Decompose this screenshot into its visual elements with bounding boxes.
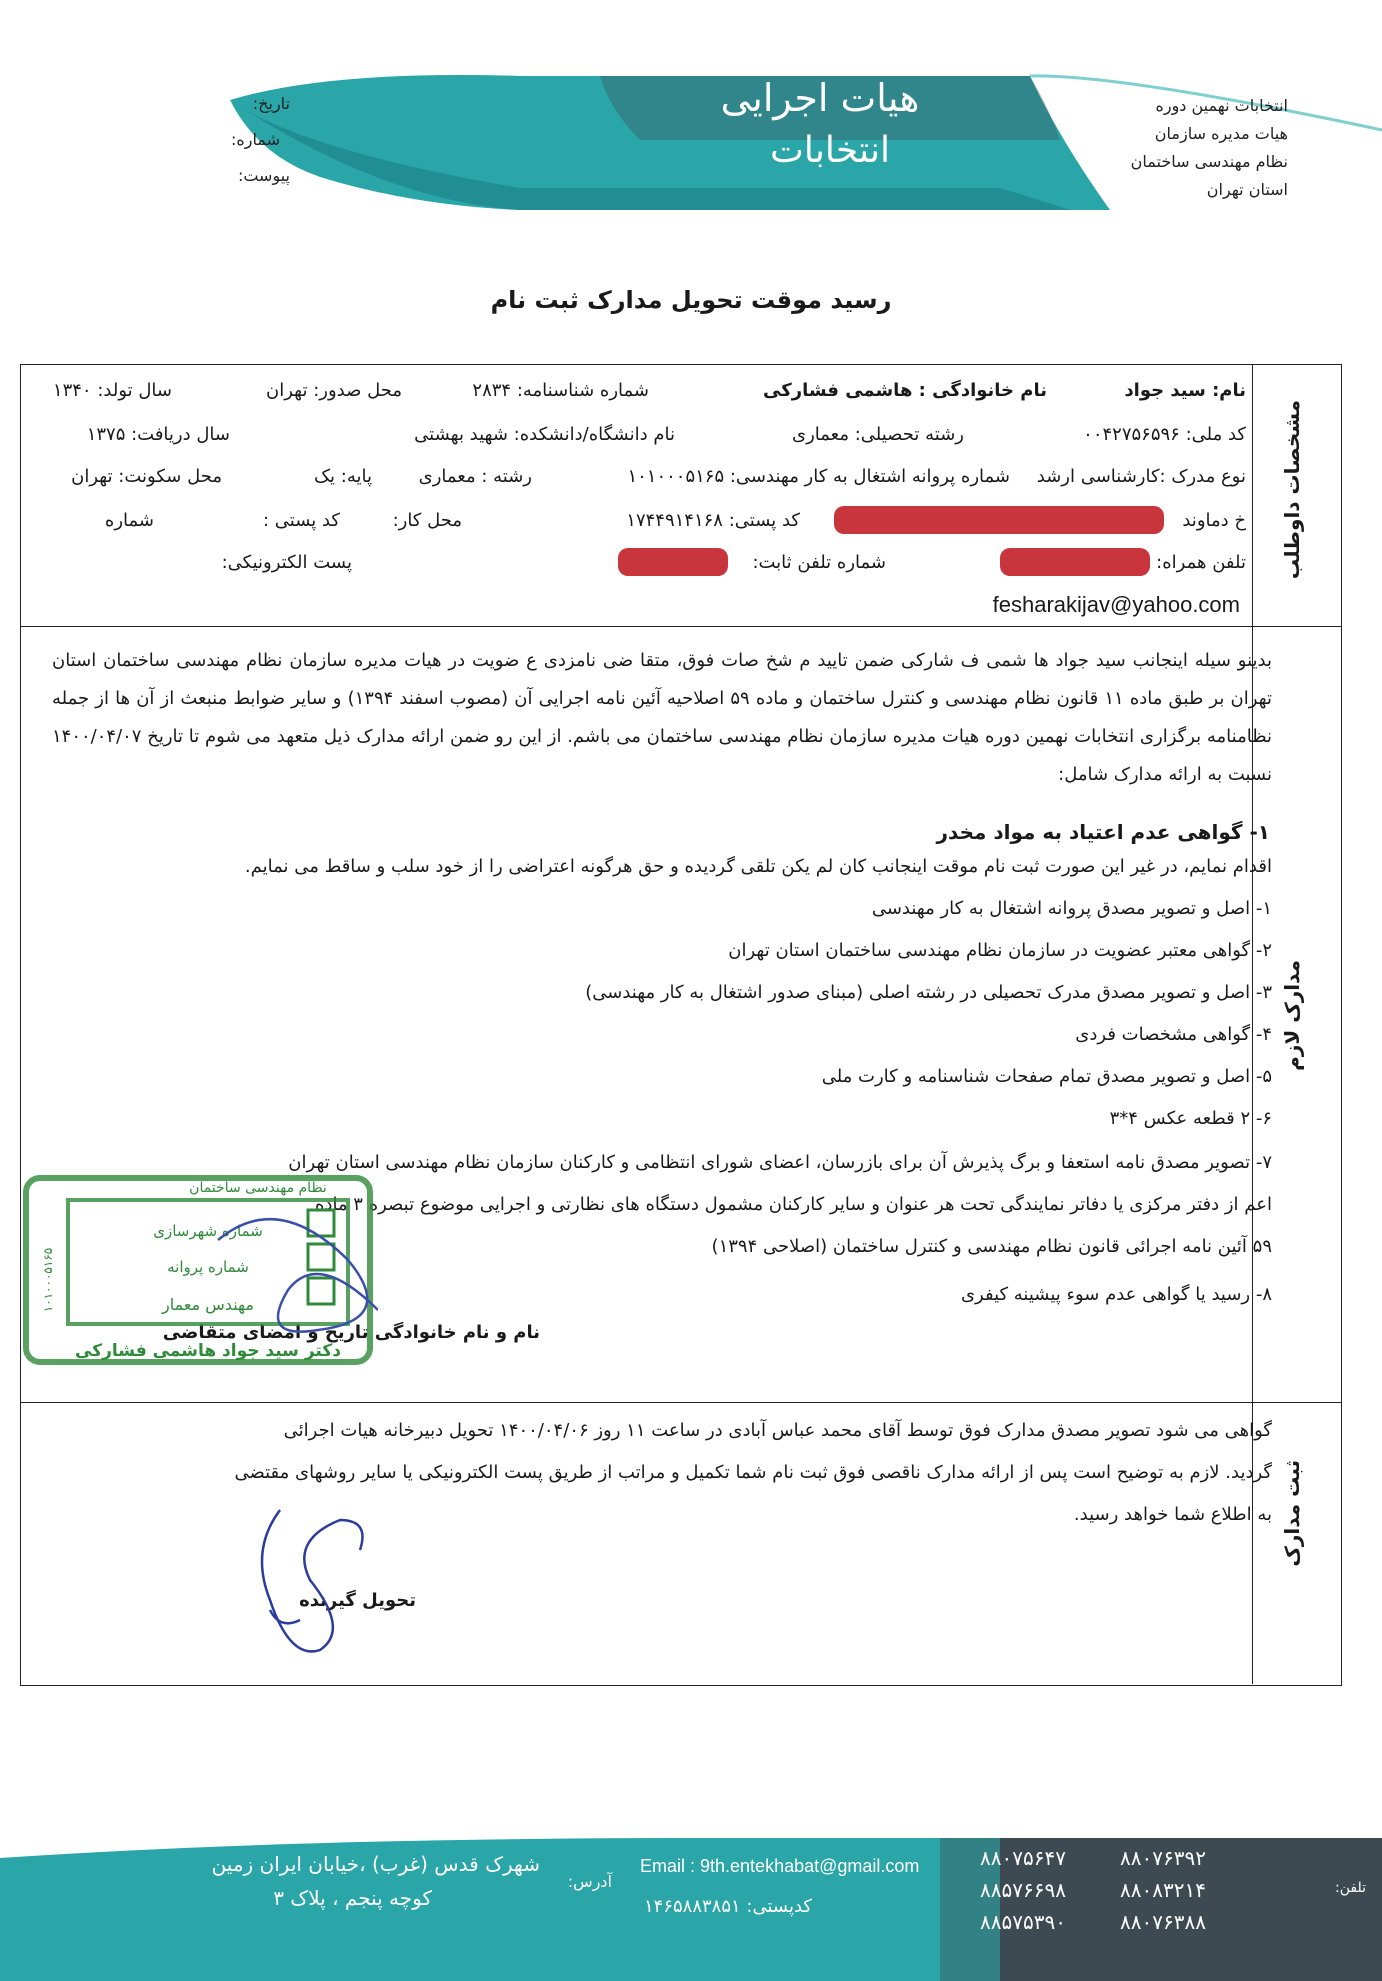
- receiver-label: تحویل گیرنده: [299, 1590, 416, 1611]
- candidate-number-label: شماره: [104, 510, 154, 531]
- stamp-text: شماره شهرسازی: [153, 1222, 263, 1240]
- side-label-candidate: مشخصات داوطلب: [1280, 400, 1304, 580]
- candidate-national-code: کد ملی: ۰۰۴۲۷۵۶۵۹۶: [1083, 424, 1246, 445]
- document-title: رسید موقت تحویل مدارک ثبت نام: [490, 286, 892, 314]
- footer-phone: ۸۸۰۷۶۳۸۸: [1120, 1910, 1206, 1934]
- date-label: تاریخ:: [252, 94, 290, 113]
- stamp-text: مهندس معمار: [162, 1295, 254, 1314]
- attachment-label: پیوست:: [237, 166, 290, 185]
- header-subtitle: انتخابات: [770, 130, 890, 171]
- stamp-text: نظام مهندسی ساختمان: [189, 1180, 327, 1196]
- redaction-mark: [618, 548, 728, 576]
- footer-phone: ۸۸۵۷۵۳۹۰: [980, 1910, 1066, 1934]
- footer-phone: ۸۸۰۷۵۶۴۷: [980, 1846, 1066, 1870]
- candidate-grade: پایه: یک: [313, 466, 372, 487]
- engineer-stamp: [18, 1170, 378, 1370]
- number-label: شماره:: [230, 130, 280, 149]
- candidate-university: نام دانشگاه/دانشکده: شهید بهشتی: [414, 424, 675, 445]
- footer-address-label: آدرس:: [567, 1872, 612, 1891]
- footer-phone: ۸۸۰۸۳۲۱۴: [1120, 1878, 1206, 1902]
- required-doc-item-cont: ۵۹ آئین نامه اجرائی قانون نظام مهندسی و کنترل ساختمان (اصلاحی ۱۳۹۴): [711, 1236, 1272, 1257]
- commitment-paragraph: بدینو سیله اینجانب سید جواد ها شمی ف شارکی ضمن تایید م شخ صات فوق، متقا ضی نامزدی ع ضویت در هیات مدیره سازمان نظام مهندسی ساختمان استان تهران بر طبق ماده ۱۱ قانون نظام مهندسی و کنترل ساختمان و ماده ۵۹ اصلاحیه آئین نامه اجرایی آن (مصوب اسفند ۱۳۹۴) و سایر ضوابط منبعث از آن ها از جمله نظامنامه برگزاری انتخابات نهمین دوره هیات مدیره سازمان نظام مهندسی ساختمان می باشم. از این رو ضمن ارائه مدارک ذیل متعهد می شوم تا تاریخ ۱۴۰۰/۰۴/۰۷ نسبت به ارائه مدارک شامل:: [52, 650, 1272, 785]
- footer-phone-label: تلفن:: [1335, 1880, 1366, 1896]
- candidate-id-number: شماره شناسنامه: ۲۸۳۴: [472, 380, 649, 401]
- org-line: استان تهران: [1206, 180, 1288, 199]
- candidate-license-no: شماره پروانه اشتغال به کار مهندسی: ۱۰۱۰۰۰۵۱۶۵: [627, 466, 1010, 487]
- candidate-mobile: تلفن همراه:: [1156, 552, 1246, 573]
- required-doc-item: ۵- اصل و تصویر مصدق تمام صفحات شناسنامه و کارت ملی: [821, 1066, 1272, 1087]
- candidate-field: رشته تحصیلی: معماری: [792, 424, 964, 445]
- stamp-text: دکتر سید جواد هاشمی فشارکی: [75, 1341, 341, 1361]
- required-doc-item: ۸- رسید یا گواهی عدم سوء پیشینه کیفری: [960, 1284, 1272, 1305]
- redaction-mark: [834, 506, 1164, 534]
- candidate-postal-code: کد پستی: ۱۷۴۴۹۱۴۱۶۸: [626, 510, 800, 531]
- candidate-work-postal: کد پستی :: [262, 510, 340, 531]
- candidate-degree: نوع مدرک :کارشناسی ارشد: [1036, 466, 1246, 487]
- candidate-residence: محل سکونت: تهران: [71, 466, 222, 487]
- stamp-text: شماره پروانه: [167, 1258, 249, 1276]
- footer-postal-code: کدپستی: ۱۴۶۵۸۸۳۸۵۱: [644, 1896, 812, 1917]
- candidate-license-field: رشته : معماری: [418, 466, 532, 487]
- candidate-family: نام خانوادگی : هاشمی فشارکی: [763, 380, 1047, 401]
- footer-phone: ۸۸۵۷۶۶۹۸: [980, 1878, 1066, 1902]
- candidate-work-place: محل کار:: [392, 510, 462, 531]
- side-label-registration: ثبت مدارک: [1280, 1460, 1304, 1567]
- receiver-signature: [220, 1490, 400, 1670]
- footer-address-line: کوچه پنجم ، پلاک ۳: [273, 1886, 432, 1910]
- candidate-receipt-year: سال دریافت: ۱۳۷۵: [86, 424, 230, 445]
- candidate-issue-place: محل صدور: تهران: [266, 380, 402, 401]
- side-label-docs: مدارک لازم: [1280, 960, 1304, 1071]
- header-title: هیات اجرایی: [720, 76, 920, 120]
- footer-address-line: شهرک قدس (غرب) ،خیابان ایران زمین: [211, 1852, 540, 1876]
- candidate-name: نام: سید جواد: [1124, 380, 1246, 401]
- stamp-text: ۱۰۱۰۰۰۵۱۶۵: [41, 1247, 55, 1313]
- required-doc-item: ۳- اصل و تصویر مصدق مدرک تحصیلی در رشته اصلی (مبنای صدور اشتغال به کار مهندسی): [585, 982, 1272, 1003]
- section-divider: [20, 1402, 1342, 1403]
- consequence-text: اقدام نمایم، در غیر این صورت ثبت نام موقت اینجانب کان لم یکن تلقی گردیده و حق هرگونه اعتراضی را از خود سلب و ساقط می نمایم.: [244, 856, 1272, 877]
- first-required-item: ۱- گواهی عدم اعتیاد به مواد مخدر: [936, 820, 1270, 844]
- candidate-birth-year: سال تولد: ۱۳۴۰: [52, 380, 172, 401]
- org-line: هیات مدیره سازمان: [1154, 124, 1288, 143]
- footer-email: Email : 9th.entekhabat@gmail.com: [640, 1856, 920, 1876]
- required-doc-item: ۶- ۲ قطعه عکس ۴*۳: [1109, 1108, 1272, 1129]
- candidate-email: fesharakijav@yahoo.com: [992, 592, 1240, 617]
- candidate-landline: شماره تلفن ثابت:: [752, 552, 886, 573]
- redaction-mark: [1000, 548, 1150, 576]
- registration-text: گردید. لازم به توضیح است پس از ارائه مدارک ناقصی فوق ثبت نام شما تکمیل و مراتب از طریق پست الکترونیکی یا سایر روشهای مقتضی: [234, 1462, 1272, 1483]
- footer-phone: ۸۸۰۷۶۳۹۲: [1120, 1846, 1206, 1870]
- org-line: نظام مهندسی ساختمان: [1130, 152, 1288, 171]
- required-doc-item-cont: اعم از دفتر مرکزی یا دفاتر نمایندگی تحت هر عنوان و سایر کارکنان مشمول دستگاه های نظارتی و اجرایی موضوع تبصره ۳ ماده: [315, 1194, 1272, 1215]
- section-divider: [20, 626, 1342, 627]
- applicant-signature-label: نام و نام خانوادگی تاریخ و امضای متقاضی: [162, 1322, 540, 1343]
- org-line: انتخابات نهمین دوره: [1155, 96, 1288, 115]
- candidate-email-label: پست الکترونیکی:: [221, 552, 352, 573]
- required-doc-item: ۲- گواهی معتبر عضویت در سازمان نظام مهندسی ساختمان استان تهران: [728, 940, 1272, 961]
- registration-text: گواهی می شود تصویر مصدق مدارک فوق توسط آقای محمد عباس آبادی در ساعت ۱۱ روز ۱۴۰۰/۰۴/۰۶ تحویل دبیرخانه هیات اجرائی: [283, 1420, 1272, 1441]
- required-doc-item: ۱- اصل و تصویر مصدق پروانه اشتغال به کار مهندسی: [871, 898, 1272, 919]
- registration-text: به اطلاع شما خواهد رسید.: [1073, 1504, 1272, 1525]
- candidate-address: خ دماوند: [1182, 510, 1246, 531]
- required-doc-item: ۷- تصویر مصدق نامه استعفا و برگ پذیرش آن برای بازرسان، اعضای شورای انتظامی و کارکنان سازمان نظام مهندسی استان تهران: [288, 1152, 1272, 1173]
- required-doc-item: ۴- گواهی مشخصات فردی: [1075, 1024, 1272, 1045]
